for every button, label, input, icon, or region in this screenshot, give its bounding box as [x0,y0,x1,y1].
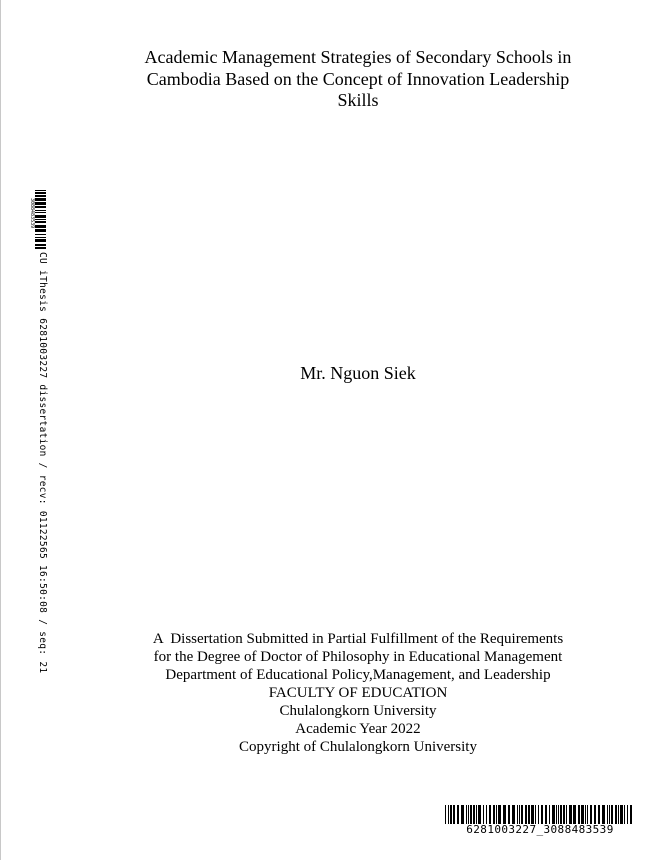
barcode-bar [35,198,46,201]
barcode-bar [453,805,455,824]
barcode-bar [558,805,559,824]
barcode-bar [508,805,510,824]
barcode-bar [35,202,46,205]
side-barcode-number: 3088483539 [29,198,35,229]
barcode-bar [35,247,46,249]
barcode-bar [466,805,467,824]
barcode-bar [519,805,520,824]
degree-statement [118,630,598,756]
barcode-bar [618,805,619,824]
barcode-bar [486,805,487,824]
barcode-bar [470,805,472,824]
barcode-bar [630,805,632,824]
barcode-bar [35,212,46,213]
barcode-bar [35,237,46,238]
barcode-bar [498,805,501,824]
barcode-bar [512,805,515,824]
barcode-bar [35,221,46,223]
barcode-bar [587,805,588,824]
author-name: Mr. Nguon Siek [300,363,416,383]
bottom-barcode-number: 6281003227_3088483539 [466,823,614,836]
barcode-bar [450,805,452,824]
barcode-bar [528,805,530,824]
barcode-bar [35,229,46,232]
barcode-bar [535,805,536,824]
barcode-bar [35,206,46,208]
barcode-bar [560,805,562,824]
title-line: Skills [337,90,379,110]
degree-line: Chulalongkorn University [279,703,437,719]
barcode-bar [473,805,475,824]
barcode-bar [35,239,46,242]
barcode-bar [627,805,628,824]
barcode-bar [525,805,527,824]
barcode-bar [598,805,600,824]
barcode-bar [590,805,592,824]
barcode-bar [476,805,477,824]
barcode-bar [531,805,534,824]
bottom-barcode [445,805,633,824]
barcode-bar [35,215,46,218]
barcode-bar [517,805,518,824]
barcode-bar [541,805,543,824]
barcode-bar [35,225,46,228]
degree-line: Department of Educational Policy,Management, and Leadership [165,667,551,683]
title-line: Cambodia Based on the Concept of Innovation Leadership [146,68,570,89]
barcode-bar [493,805,495,824]
barcode-bar [609,805,610,824]
page-edge [0,0,1,860]
barcode-bar [35,244,46,246]
barcode-bar [578,805,580,824]
barcode-bar [478,805,481,824]
barcode-bar [620,805,623,824]
barcode-bar [563,805,565,824]
barcode-bar [566,805,567,824]
barcode-bar [545,805,547,824]
degree-line: A Dissertation Submitted in Partial Fulfillment of the Requirements [152,631,564,647]
barcode-bar [489,805,491,824]
degree-line: Academic Year 2022 [295,721,421,737]
barcode-bar [35,234,46,235]
barcode-bar [35,190,46,191]
degree-line: for the Degree of Doctor of Philosophy in Educational Management [153,649,563,665]
barcode-bar [538,805,539,824]
degree-line: Copyright of Chulalongkorn University [239,739,477,755]
barcode-bar [581,805,584,824]
barcode-bar [35,210,46,211]
barcode-bar [607,805,608,824]
barcode-bar [611,805,613,824]
barcode-bar [35,219,46,220]
side-barcode [35,190,46,250]
barcode-bar [457,805,459,824]
barcode-bar [573,805,576,824]
barcode-bar [461,805,464,824]
document-title [118,47,598,112]
barcode-bar [496,805,497,824]
barcode-bar [448,805,449,824]
barcode-bar [445,805,446,824]
barcode-bar [521,805,523,824]
barcode-bar [594,805,596,824]
barcode-bar [602,805,605,824]
barcode-bar [503,805,506,824]
barcode-bar [624,805,625,824]
barcode-bar [35,195,46,197]
barcode-bar [556,805,557,824]
degree-line: FACULTY OF EDUCATION [268,685,448,701]
barcode-bar [483,805,484,824]
barcode-bar [585,805,586,824]
barcode-bar [468,805,469,824]
barcode-bar [552,805,555,824]
barcode-bar [615,805,617,824]
barcode-bar [569,805,572,824]
side-thesis-label: CU iThesis 6281003227 dissertation / recv: 01122565 16:50:08 / seq: 21 [37,252,48,674]
title-line: Academic Management Strategies of Secondary Schools in [144,47,572,67]
barcode-bar [549,805,550,824]
barcode-bar [35,192,46,194]
